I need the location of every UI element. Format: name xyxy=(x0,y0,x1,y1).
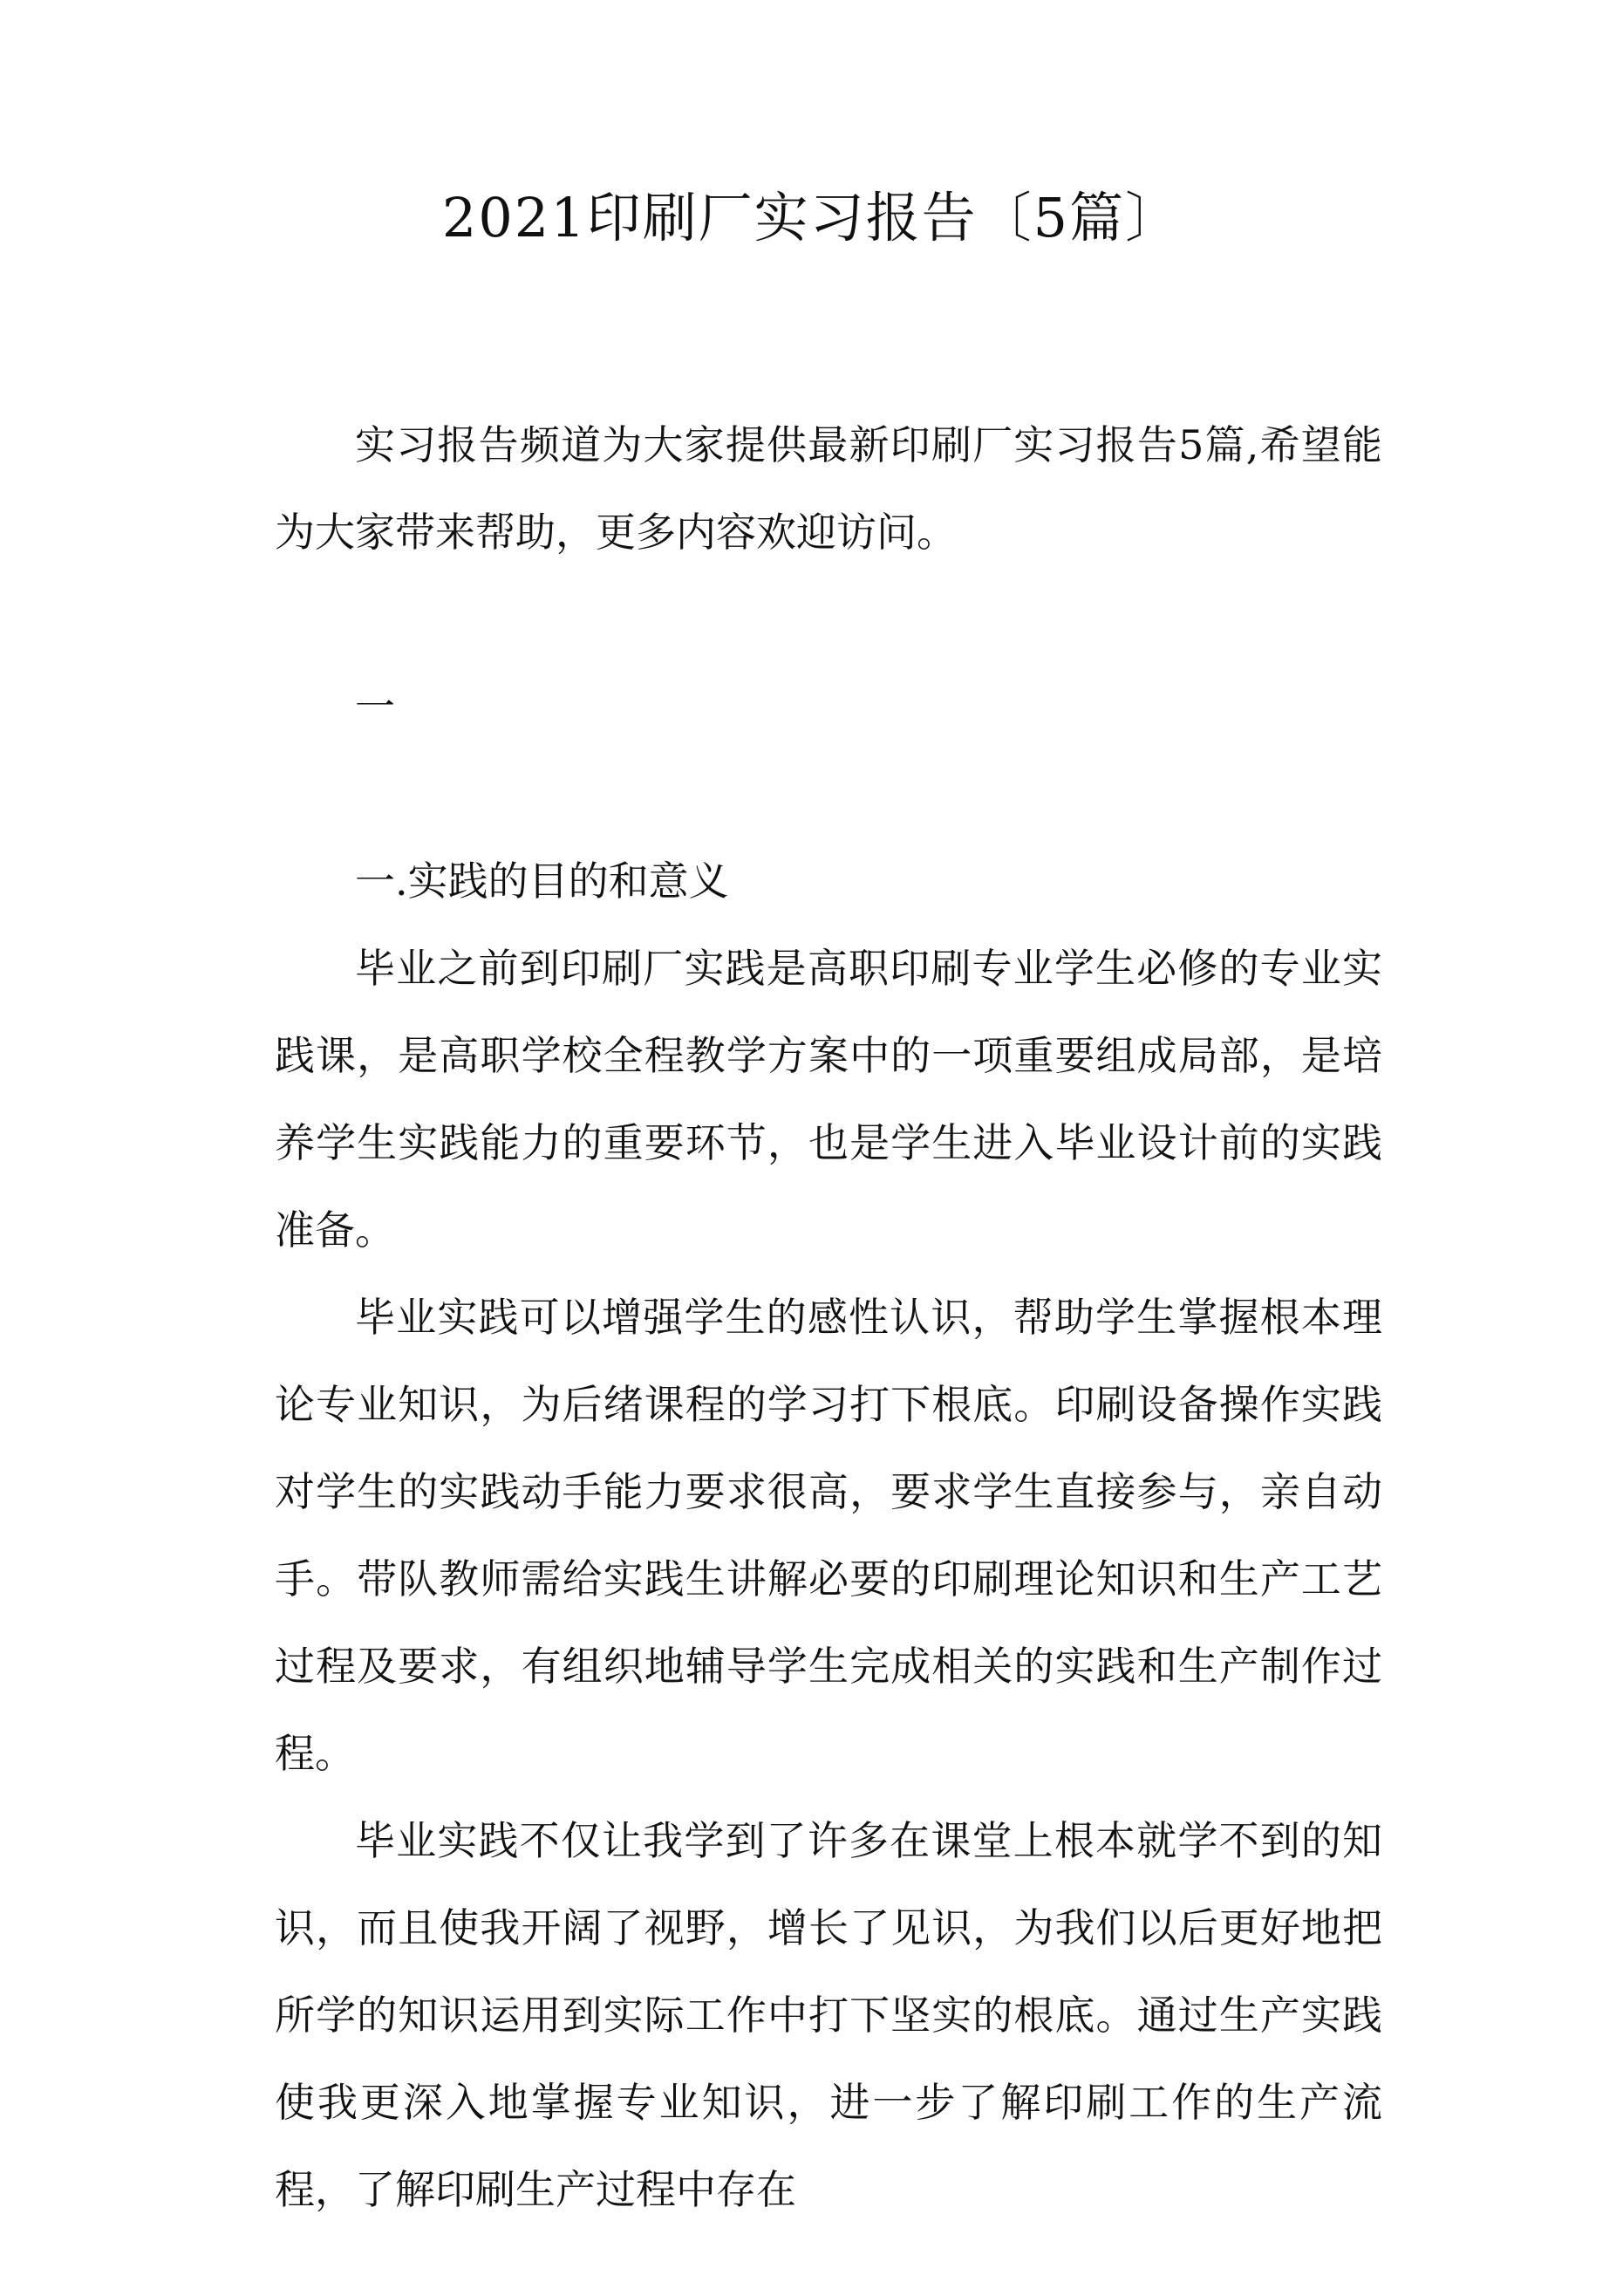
intro-paragraph: 实习报告频道为大家提供最新印刷厂实习报告5篇,希望能为大家带来帮助，更多内容欢迎访问。 xyxy=(275,421,1382,556)
body-paragraph: 毕业实践不仅让我学到了许多在课堂上根本就学不到的知识，而且使我开阔了视野，增长了见识，为我们以后更好地把所学的知识运用到实际工作中打下坚实的根底。通过生产实践使我更深入地掌握专业知识，进一步了解印刷工作的生产流程，了解印刷生产过程中存在 xyxy=(275,1817,1382,2213)
document-body xyxy=(275,401,1382,2233)
body-paragraph: 毕业实践可以增强学生的感性认识，帮助学生掌握根本理论专业知识，为后绪课程的学习打下根底。印刷设备操作实践对学生的实践动手能力要求很高，要求学生直接参与，亲自动手。带队教师需给实践生讲解必要的印刷理论知识和生产工艺过程及要求，有组织地辅导学生完成相关的实践和生产制作过程。 xyxy=(275,1294,1382,1777)
document-title: 2021印刷厂实习报告〔5篇〕 xyxy=(441,186,1182,249)
body-paragraph: 毕业之前到印刷厂实践是高职印刷专业学生必修的专业实践课，是高职学校全程教学方案中的一项重要组成局部，是培养学生实践能力的重要环节，也是学生进入毕业设计前的实践准备。 xyxy=(275,945,1382,1254)
section-number: 一 xyxy=(355,683,395,730)
section-heading: 一.实践的目的和意义 xyxy=(355,858,729,905)
